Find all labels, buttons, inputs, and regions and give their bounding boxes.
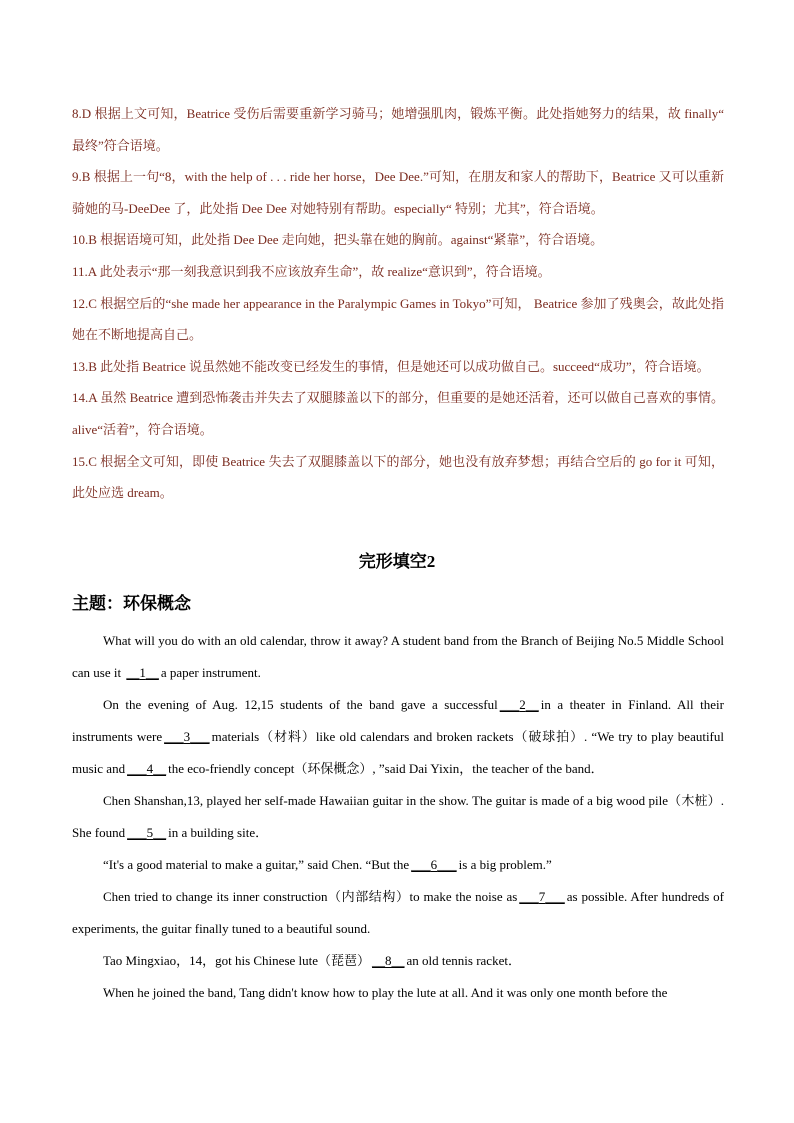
cloze-passage <box>72 625 724 1009</box>
answer-item-14: 14.A 虽然 Beatrice 遭到恐怖袭击并失去了双腿膝盖以下的部分，但重要的是她还活着，还可以做自己喜欢的事情。alive“活着”，符合语境。 <box>72 390 724 437</box>
passage-text: Chen tried to change its inner construction（内部结构）to make the noise as <box>103 889 518 904</box>
answer-item-15: 15.C 根据全文可知，即使 Beatrice 失去了双腿膝盖以下的部分，她也没有放弃梦想；再结合空后的 go for it 可知，此处应选 dream。 <box>72 453 724 501</box>
passage-text: an old tennis racket． <box>406 953 521 968</box>
blank-4: ___4__ <box>127 761 167 776</box>
passage-paragraph-1 <box>72 625 724 689</box>
topic-heading: 主题：环保概念 <box>72 594 191 613</box>
passage-text: a paper instrument. <box>160 665 261 680</box>
passage-paragraph-5 <box>72 881 724 945</box>
passage-paragraph-6 <box>72 945 724 977</box>
passage-text: “It's a good material to make a guitar,” said Chen. “But the <box>103 857 410 872</box>
blank-8: __8__ <box>372 953 405 968</box>
passage-text: in a theater in Finland. All their instruments were <box>72 697 724 744</box>
passage-text: is a big problem.” <box>458 857 552 872</box>
passage-text: Tao Mingxiao，14，got his Chinese lute（琵琶） <box>103 953 371 968</box>
blank-5: ___5__ <box>127 825 167 840</box>
answer-item-13: 13.B 此处指 Beatrice 说虽然她不能改变已经发生的事情，但是她还可以成功做自己。succeed“成功”，符合语境。 <box>72 358 710 374</box>
answer-item-12: 12.C 根据空后的“she made her appearance in the Paralympic Games in Tokyo”可知， Beatrice 参加了残奥会，故此处指她在不断地提高自己。 <box>72 295 724 343</box>
answer-item-9: 9.B 根据上一句“8，with the help of . . . ride her horse，Dee Dee.”可知，在朋友和家人的帮助下，Beatrice 又可以重新骑她的马-DeeDee 了，此处指 Dee Dee 对她特别有帮助。especially“ 特别；尤其”，符合语境。 <box>72 169 724 216</box>
answer-explanations <box>72 98 724 509</box>
passage-text: the eco-friendly concept（环保概念）, ”said Dai Yixin，the teacher of the band． <box>168 761 604 776</box>
passage-paragraph-2 <box>72 689 724 785</box>
passage-text: Chen Shanshan,13, played her self-made Hawaiian guitar in the show. The guitar is made of a big wood pile（木桩）. She found <box>72 793 724 840</box>
passage-text: as possible. After hundreds of experiments, the guitar finally tuned to a beautiful sound. <box>72 889 725 936</box>
blank-2: ___2__ <box>499 697 539 712</box>
passage-text: On the evening of Aug. 12,15 students of the band gave a successful <box>103 697 498 712</box>
blank-7: ___7___ <box>519 889 565 904</box>
blank-3: ___3___ <box>164 729 210 744</box>
section-title: 完形填空2 <box>358 552 436 571</box>
passage-paragraph-3 <box>72 785 724 849</box>
answer-item-10: 10.B 根据语境可知，此处指 Dee Dee 走向她，把头靠在她的胸前。against“紧靠”，符合语境。 <box>72 232 604 248</box>
blank-6: ___6___ <box>411 857 457 872</box>
passage-text: materials（材料）like old calendars and broken rackets（破球拍）. “We try to play beautiful music and <box>72 729 725 776</box>
answer-item-11: 11.A 此处表示“那一刻我意识到我不应该放弃生命”，故 realize“意识到”，符合语境。 <box>72 263 551 279</box>
answer-item-8: 8.D 根据上文可知，Beatrice 受伤后需要重新学习骑马；她增强肌肉，锻炼平衡。此处指她努力的结果，故 finally“ 最终”符合语境。 <box>72 106 724 153</box>
passage-text: in a building site． <box>168 825 269 840</box>
blank-1: __1__ <box>126 665 159 680</box>
passage-paragraph-4 <box>72 849 724 881</box>
passage-text: What will you do with an old calendar, throw it away? A student band from the Branch of Beijing No.5 Middle School can use it <box>72 633 724 680</box>
passage-paragraph-7: When he joined the band, Tang didn't know how to play the lute at all. And it was only one month before the <box>103 985 668 1000</box>
